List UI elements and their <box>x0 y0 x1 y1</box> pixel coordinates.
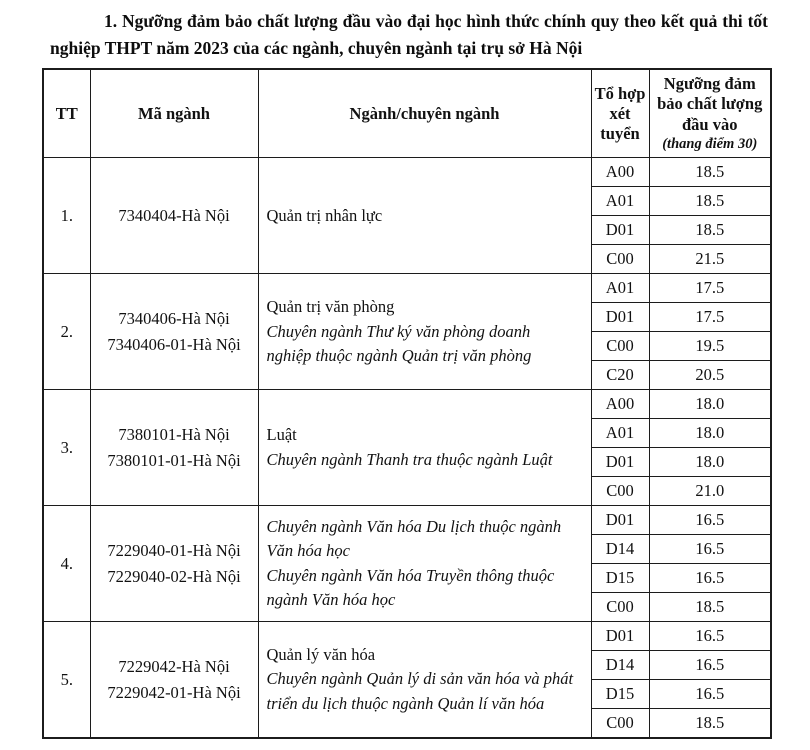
combo-code-cell: D01 <box>591 448 649 477</box>
major-cell <box>258 390 591 506</box>
combo-code-cell: D01 <box>591 622 649 651</box>
score-cell: 17.5 <box>649 303 771 332</box>
header-code: Mã ngành <box>90 69 258 158</box>
score-cell: 20.5 <box>649 361 771 390</box>
tt-cell: 4. <box>43 506 90 622</box>
header-major: Ngành/chuyên ngành <box>258 69 591 158</box>
major-title: Luật <box>266 425 297 445</box>
combo-code-cell: C20 <box>591 361 649 390</box>
combo-code-cell: D15 <box>591 564 649 593</box>
combo-code-cell: C00 <box>591 709 649 738</box>
major-subtitle: Chuyên ngành Thư ký văn phòng doanh nghiệp thuộc ngành Quản trị văn phòng <box>266 321 532 366</box>
score-cell: 17.5 <box>649 274 771 303</box>
score-cell: 18.0 <box>649 448 771 477</box>
score-cell: 21.5 <box>649 245 771 274</box>
code-line: 7229040-01-Hà Nội <box>107 541 241 561</box>
major-cell <box>258 158 591 274</box>
score-cell: 18.5 <box>649 593 771 622</box>
combo-code-cell: D01 <box>591 303 649 332</box>
major-subtitle: Chuyên ngành Quản lý di sản văn hóa và phát triển du lịch thuộc ngành Quản lí văn hóa <box>266 669 574 713</box>
table-row <box>43 622 771 651</box>
header-threshold-note: (thang điểm 30) <box>662 135 758 152</box>
combo-code-cell: D15 <box>591 680 649 709</box>
code-cell <box>90 158 258 274</box>
table-row <box>43 390 771 419</box>
score-cell: 19.5 <box>649 332 771 361</box>
combo-code-cell: A00 <box>591 158 649 187</box>
code-line: 7229042-Hà Nội <box>118 657 230 676</box>
combo-code-cell: A01 <box>591 274 649 303</box>
code-line: 7380101-01-Hà Nội <box>107 450 241 470</box>
tt-cell: 5. <box>43 622 90 738</box>
admission-thresholds-table <box>42 68 772 739</box>
combo-code-cell: C00 <box>591 332 649 361</box>
combo-code-cell: A00 <box>591 390 649 419</box>
score-cell: 16.5 <box>649 622 771 651</box>
major-cell <box>258 274 591 390</box>
code-line: 7340404-Hà Nội <box>118 206 230 226</box>
score-cell: 18.5 <box>649 187 771 216</box>
combo-code-cell: D01 <box>591 216 649 245</box>
combo-code-cell: C00 <box>591 245 649 274</box>
code-cell <box>90 274 258 390</box>
score-cell: 16.5 <box>649 506 771 535</box>
score-cell: 18.0 <box>649 390 771 419</box>
code-cell <box>90 390 258 506</box>
major-title: Quản trị văn phòng <box>266 297 395 317</box>
code-cell <box>90 622 258 738</box>
score-cell: 16.5 <box>649 564 771 593</box>
score-cell: 18.5 <box>649 709 771 738</box>
header-tt: TT <box>43 69 90 158</box>
major-title: Quản lý văn hóa <box>266 644 376 664</box>
tt-cell: 1. <box>43 158 90 274</box>
code-line: 7229042-01-Hà Nội <box>107 682 241 702</box>
code-line: 7229040-02-Hà Nội <box>107 566 241 586</box>
score-cell: 16.5 <box>649 535 771 564</box>
combo-code-cell: A01 <box>591 419 649 448</box>
major-cell <box>258 506 591 622</box>
score-cell: 21.0 <box>649 477 771 506</box>
header-row <box>43 69 771 158</box>
table-row <box>43 506 771 535</box>
table-row <box>43 274 771 303</box>
combo-code-cell: C00 <box>591 477 649 506</box>
tt-cell: 2. <box>43 274 90 390</box>
combo-code-cell: D01 <box>591 506 649 535</box>
tt-cell: 3. <box>43 390 90 506</box>
code-cell <box>90 506 258 622</box>
header-threshold-label: Ngưỡng đảm bảo chất lượng đầu vào <box>657 74 763 134</box>
code-line: 7340406-Hà Nội <box>118 309 230 329</box>
score-cell: 18.0 <box>649 419 771 448</box>
document-page <box>0 8 810 750</box>
code-line: 7380101-Hà Nội <box>118 425 230 445</box>
major-subtitle: Chuyên ngành Văn hóa Du lịch thuộc ngành Văn hóa học <box>266 517 562 561</box>
header-threshold <box>649 69 771 158</box>
score-cell: 18.5 <box>649 158 771 187</box>
major-cell <box>258 622 591 738</box>
score-cell: 16.5 <box>649 651 771 680</box>
table-row <box>43 158 771 187</box>
major-subtitle: Chuyên ngành Thanh tra thuộc ngành Luật <box>266 449 553 469</box>
major-subtitle: Chuyên ngành Văn hóa Truyền thông thuộc ngành Văn hóa học <box>266 565 555 610</box>
page-title: 1. Ngưỡng đảm bảo chất lượng đầu vào đại học hình thức chính quy theo kết quả thi tốt nghiệp THPT năm 2023 của các ngành, chuyên ngành tại trụ sở Hà Nội <box>50 11 768 59</box>
header-combo: Tổ hợp xét tuyển <box>591 69 649 158</box>
code-line: 7340406-01-Hà Nội <box>107 334 241 354</box>
score-cell: 18.5 <box>649 216 771 245</box>
combo-code-cell: D14 <box>591 535 649 564</box>
combo-code-cell: D14 <box>591 651 649 680</box>
combo-code-cell: A01 <box>591 187 649 216</box>
combo-code-cell: C00 <box>591 593 649 622</box>
score-cell: 16.5 <box>649 680 771 709</box>
major-title: Quản trị nhân lực <box>266 205 383 225</box>
